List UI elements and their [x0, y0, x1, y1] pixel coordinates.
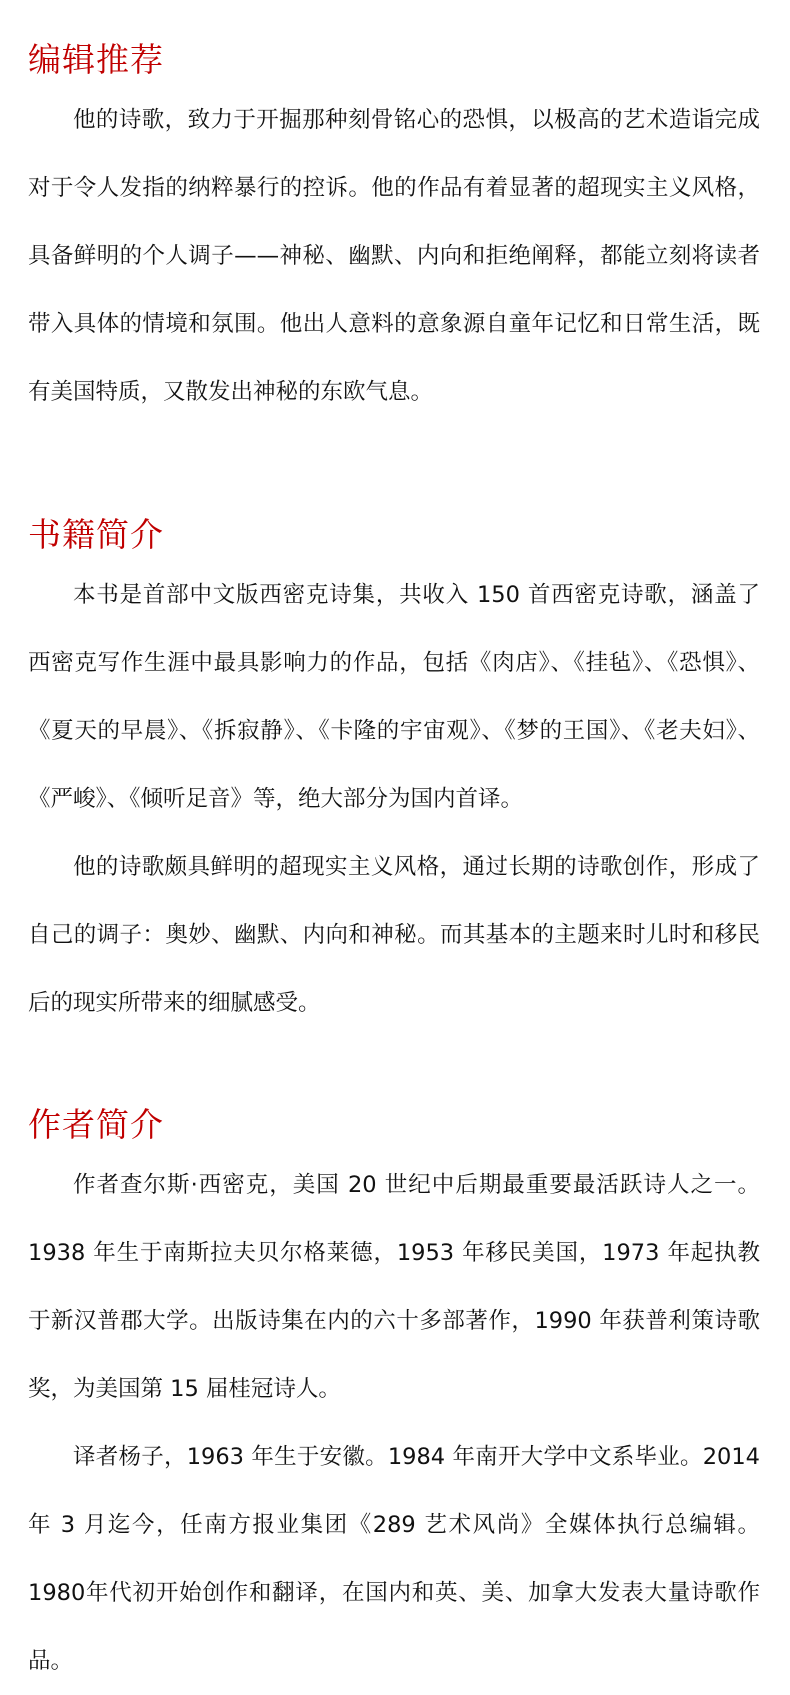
paragraph: 作者查尔斯·西密克，美国 20 世纪中后期最重要最活跃诗人之一。1938 年生于南斯拉夫贝尔格莱德，1953 年移民美国，1973 年起执教于新汉普郡大学。出版诗集在内的六十多部著作，1990 年获普利策诗歌奖，为美国第 15 届桂冠诗人。 [28, 1172, 760, 1402]
section-title-editor-recommendation: 编辑推荐 [28, 40, 164, 79]
section-title-author-introduction: 作者简介 [28, 1105, 164, 1144]
paragraph: 译者杨子，1963 年生于安徽。1984 年南开大学中文系毕业。2014年 3 月迄今，任南方报业集团《289 艺术风尚》全媒体执行总编辑。1980年代初开始创作和翻译，在国内和英、美、加拿大发表大量诗歌作品。 [28, 1444, 760, 1674]
editor-recommendation-section [28, 40, 760, 426]
paragraph: 他的诗歌，致力于开掘那种刻骨铭心的恐惧，以极高的艺术造诣完成对于令人发指的纳粹暴行的控诉。他的作品有着显著的超现实主义风格，具备鲜明的个人调子——神秘、幽默、内向和拒绝阐释，都能立刻将读者带入具体的情境和氛围。他出人意料的意象源自童年记忆和日常生活，既有美国特质，又散发出神秘的东欧气息。 [28, 107, 760, 405]
section-title-book-introduction: 书籍简介 [28, 515, 164, 554]
paragraph: 他的诗歌颇具鲜明的超现实主义风格，通过长期的诗歌创作，形成了自己的调子：奥妙、幽默、内向和神秘。而其基本的主题来时儿时和移民后的现实所带来的细腻感受。 [28, 854, 760, 1016]
paragraph: 本书是首部中文版西密克诗集，共收入 150 首西密克诗歌，涵盖了西密克写作生涯中最具影响力的作品，包括《肉店》、《挂毡》、《恐惧》、《夏天的早晨》、《拆寂静》、《卡隆的宇宙观》、《梦的王国》、《老夫妇》、《严峻》、《倾听足音》等，绝大部分为国内首译。 [28, 582, 760, 812]
section-body [28, 86, 760, 426]
author-introduction-section [28, 1105, 760, 1695]
book-introduction-section [28, 515, 760, 1037]
section-body [28, 1151, 760, 1695]
section-body [28, 561, 760, 1037]
